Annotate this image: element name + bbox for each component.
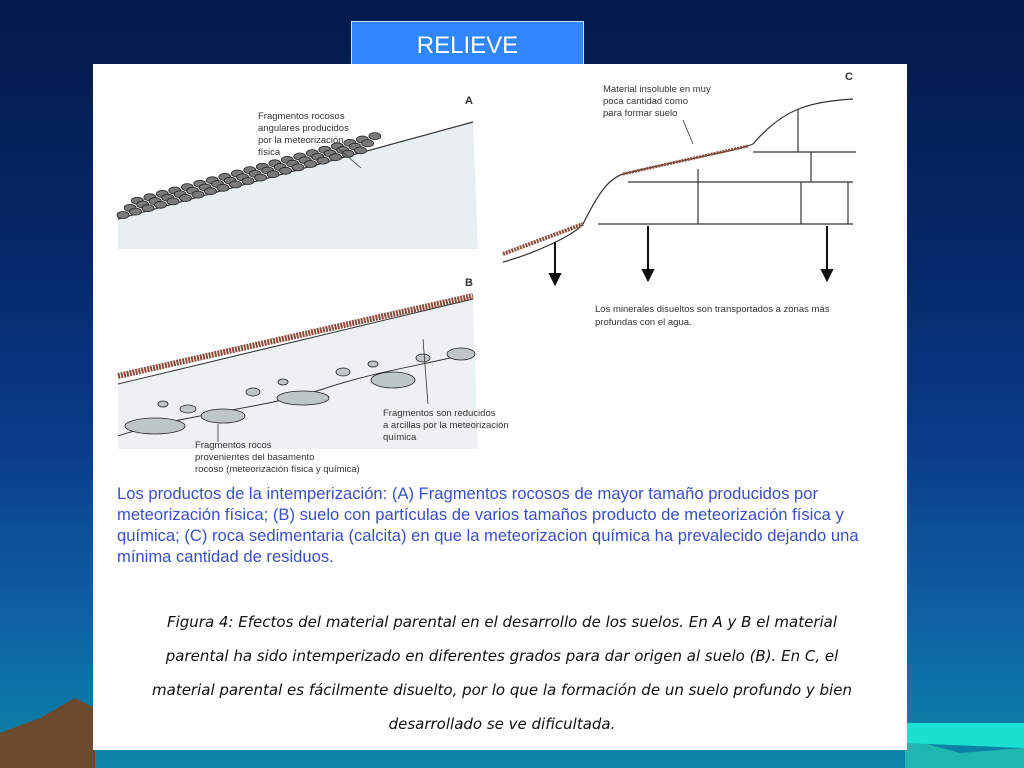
rock-fragment xyxy=(330,154,342,161)
rock-fragment xyxy=(242,178,254,185)
slide-title: RELIEVE xyxy=(351,21,584,68)
figure-caption: Figura 4: Efectos del material parental en el desarrollo de los suelos. En A y B el material parental ha sido intemperizado en diferentes grados para dar origen al suelo (B). En C, el material parental es fácilmente disuelto, por lo que la formación de un suelo profundo y bien desarrollado se ve dificultada. xyxy=(152,613,852,733)
note-b1: Fragmentos son reducidos a arcillas por la meteorización química xyxy=(383,408,509,443)
rock-fragment xyxy=(180,195,192,202)
content-panel xyxy=(93,64,907,750)
diagram-c xyxy=(503,71,856,328)
rock-fragment xyxy=(142,205,154,212)
label-b: B xyxy=(465,277,473,289)
rock-fragment xyxy=(192,191,204,198)
rock-fragment xyxy=(230,181,242,188)
rock-fragment xyxy=(292,164,304,171)
rock-fragment xyxy=(355,147,367,154)
products-caption: Los productos de la intemperización: (A) Fragmentos rocosos de mayor tamaño producidos por meteorización física; (B) suelo con partículas de varios tamaños producto de meteorización física y química; (C) roca sedimentaria (calcita) en que la meteorizacion química ha prevalecido dejando una mínima cantidad de residuos. xyxy=(117,484,859,566)
rock-fragment xyxy=(267,171,279,178)
weathering-diagram xyxy=(93,64,907,474)
rock-fragment xyxy=(167,198,179,205)
rock-fragment xyxy=(317,157,329,164)
label-a: A xyxy=(465,95,473,107)
rock-fragment xyxy=(280,167,292,174)
diagram-a xyxy=(117,95,478,249)
label-c: C xyxy=(845,71,853,83)
rock-fragment xyxy=(205,188,217,195)
note-c2: Los minerales disueltos son transportados a zonas más profundas con el agua. xyxy=(595,304,830,328)
diagram-b xyxy=(118,277,511,474)
rock-fragment xyxy=(362,140,374,147)
rock-fragment xyxy=(305,161,317,168)
rock-fragment xyxy=(369,133,381,140)
note-c1: Material insoluble en muy poca cantidad como para formar suelo xyxy=(603,84,711,119)
rock-fragment xyxy=(117,212,129,219)
rock-fragment xyxy=(130,208,142,215)
note-b2: Fragmentos rocos provenientes del basamento rocoso (meteorización física y química) xyxy=(195,440,360,474)
rock-fragment xyxy=(255,174,267,181)
note-a: Fragmentos rocosos angulares producidos por la meteorización física xyxy=(258,111,349,158)
rock-fragment xyxy=(217,184,229,191)
rock-fragment xyxy=(155,201,167,208)
